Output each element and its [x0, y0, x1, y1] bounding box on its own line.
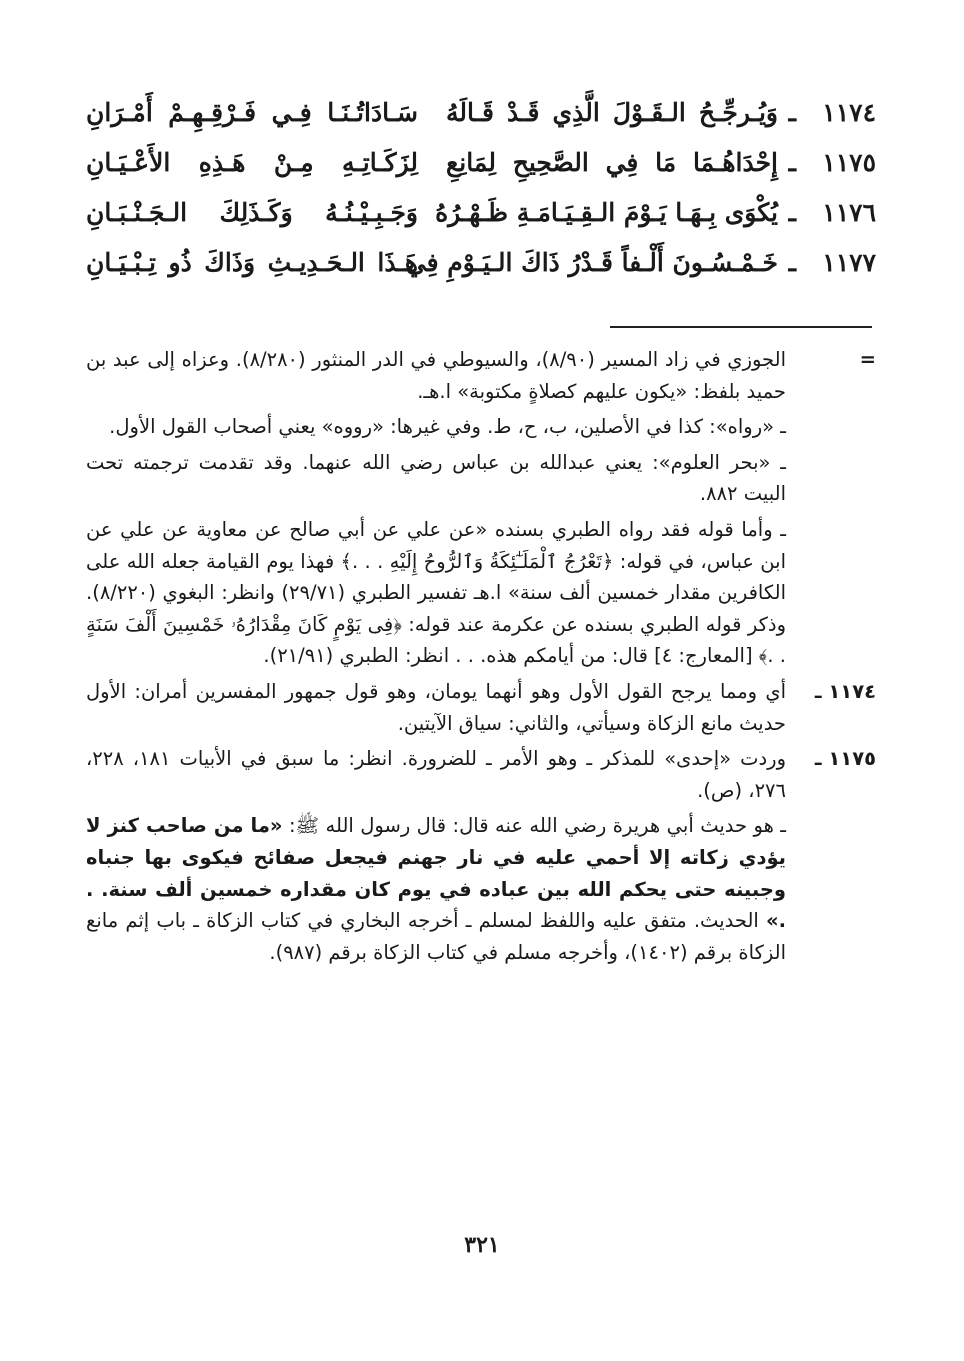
footnote: [86, 447, 876, 510]
footnote-text: ـ «رواه»: كذا في الأصلين، ب، ح، ط. وفي غيرها: «رووه» يعني أصحاب القول الأول.: [109, 415, 786, 439]
verse-first-hemistich: خَـمْـسُـونَ أَلْـفاً قَـدْرُ ذَاكَ الـيَـوْمِ فِي: [405, 248, 778, 277]
verse-second-hemistich: هَـذَا الـحَـدِيـثِ وَذَاكَ ذُو تِـبْـيَـانِ: [86, 248, 418, 277]
verse-first-hemistich: إِحْدَاهُـمَا مَا فِي الصَّحِيحِ لِمَانِعِ: [446, 148, 778, 177]
footnote: [86, 743, 876, 806]
verse-dash: ـ: [788, 198, 796, 227]
verse-dash: ـ: [788, 248, 796, 277]
footnote-text-intro: ـ هو حديث أبي هريرة رضي الله عنه قال: قال رسول الله ﷺ:: [282, 814, 786, 838]
verse-line: [86, 98, 876, 148]
hadith-quote: «ما من صاحب كنز لا يؤدي زكاته إلا أحمي عليه في نار جهنم فيجعل صفائح فيكوى بها جنباه وجبينه حتى يحكم الله بين عباده في يوم كان مقداره خمسين ألف سنة. . .»: [86, 814, 786, 933]
verse-number: ١١٧٦: [822, 198, 876, 227]
verses-block: [86, 98, 876, 298]
footnote-text: [86, 810, 786, 968]
footnote-marker: =: [859, 348, 876, 371]
verse-second-hemistich: سَـادَاتُـنَـا فِـي فَـرْقِـهِـمْ أَمْـرَانِ: [86, 98, 418, 127]
verse-line: [86, 148, 876, 198]
verse-line: [86, 198, 876, 248]
footnote-text: الجوزي في زاد المسير (٨/٩٠)، والسيوطي في الدر المنثور (٨/٢٨٠). وعزاه إلى عبد بن حميد بلفظ: «يكون عليهم كصلاةٍ مكتوبة» ا.هـ.: [86, 348, 787, 403]
footnote: [86, 344, 876, 407]
footnote-marker: ١١٧٤ ـ: [814, 679, 876, 703]
footnote-marker: [786, 514, 876, 672]
verse-second-hemistich: وَجَـبِـيْـنُـهُ وَكَـذَلِكَ الـجَـنْـبَـانِ: [86, 198, 418, 227]
verse-first-hemistich: وَيُـرجِّـحُ الـقَـوْلَ الَّذِي قَـدْ قَـالَهُ: [446, 98, 778, 127]
page-number: ٣٢١: [464, 1232, 500, 1258]
verse-line: [86, 248, 876, 298]
verse-dash: ـ: [788, 148, 796, 177]
footnote-text: ـ «بحر العلوم»: يعني عبدالله بن عباس رضي الله عنهما. وقد تقدمت ترجمته تحت البيت ٨٨٢.: [86, 450, 786, 506]
footnote-text: ـ وأما قوله فقد رواه الطبري بسنده «عن علي عن أبي صالح عن معاوية عن علي عن ابن عباس، في قوله: ﴿تَعْرُجُ ٱلْمَلَـٰٓئِكَةُ وَٱلرُّوحُ إِلَيْهِ . . .﴾ فهذا يوم القيامة جعله الله على الكافرين مقدار خمسين ألف سنة» ا.هـ تفسير الطبري (٢٩/٧١) وانظر: البغوي (٨/٢٢٠). وذكر قوله الطبري بسنده عن عكرمة عند قوله: ﴿فِى يَوْمٍ كَانَ مِقْدَارُهُۥ خَمْسِينَ أَلْفَ سَنَةٍ . .﴾ [المعارج: ٤] قال: من أيامكم هذه. . . انظر: الطبري (٢١/٩١).: [86, 517, 786, 668]
verse-first-hemistich: يُكْوَى بِـهَـا يَـوْمَ الـقِـيَـامَـةِ ظَـهْـرُهُ: [435, 198, 778, 227]
footnote-marker: [786, 411, 876, 443]
verse-second-hemistich: لِزَكَـاتِـهِ مِـنْ هَـذِهِ الأَعْـيَـانِ: [86, 148, 418, 177]
footnote: [86, 514, 876, 672]
footnote: [86, 810, 876, 968]
footnote-text: أي ومما يرجح القول الأول وهو أنهما يومان، وهو قول جمهور المفسرين أمران: الأول حديث مانع الزكاة وسيأتي، والثاني: سياق الآيتين.: [86, 679, 786, 735]
verse-number: ١١٧٥: [822, 148, 876, 177]
verse-dash: ـ: [788, 98, 796, 127]
footnote-text: وردت «إحدى» للمذكر ـ وهو الأمر ـ للضرورة. انظر: ما سبق في الأبيات ١٨١، ٢٢٨، ٢٧٦، (ص).: [86, 747, 786, 802]
footnote-text-source: الحديث. متفق عليه واللفظ لمسلم ـ أخرجه البخاري في كتاب الزكاة ـ باب إثم مانع الزكاة برقم (١٤٠٢)، وأخرجه مسلم في كتاب الزكاة برقم (٩٨٧).: [86, 909, 786, 964]
footnote-marker: [786, 447, 876, 510]
verse-number: ١١٧٧: [822, 248, 876, 277]
footnote: [86, 411, 876, 443]
footnote: [86, 676, 876, 739]
footnote-marker: ١١٧٥ ـ: [814, 747, 876, 771]
verse-number: ١١٧٤: [822, 98, 876, 127]
footnote-separator: [610, 326, 872, 328]
footnote-marker: [786, 810, 876, 968]
footnotes: [86, 344, 876, 972]
